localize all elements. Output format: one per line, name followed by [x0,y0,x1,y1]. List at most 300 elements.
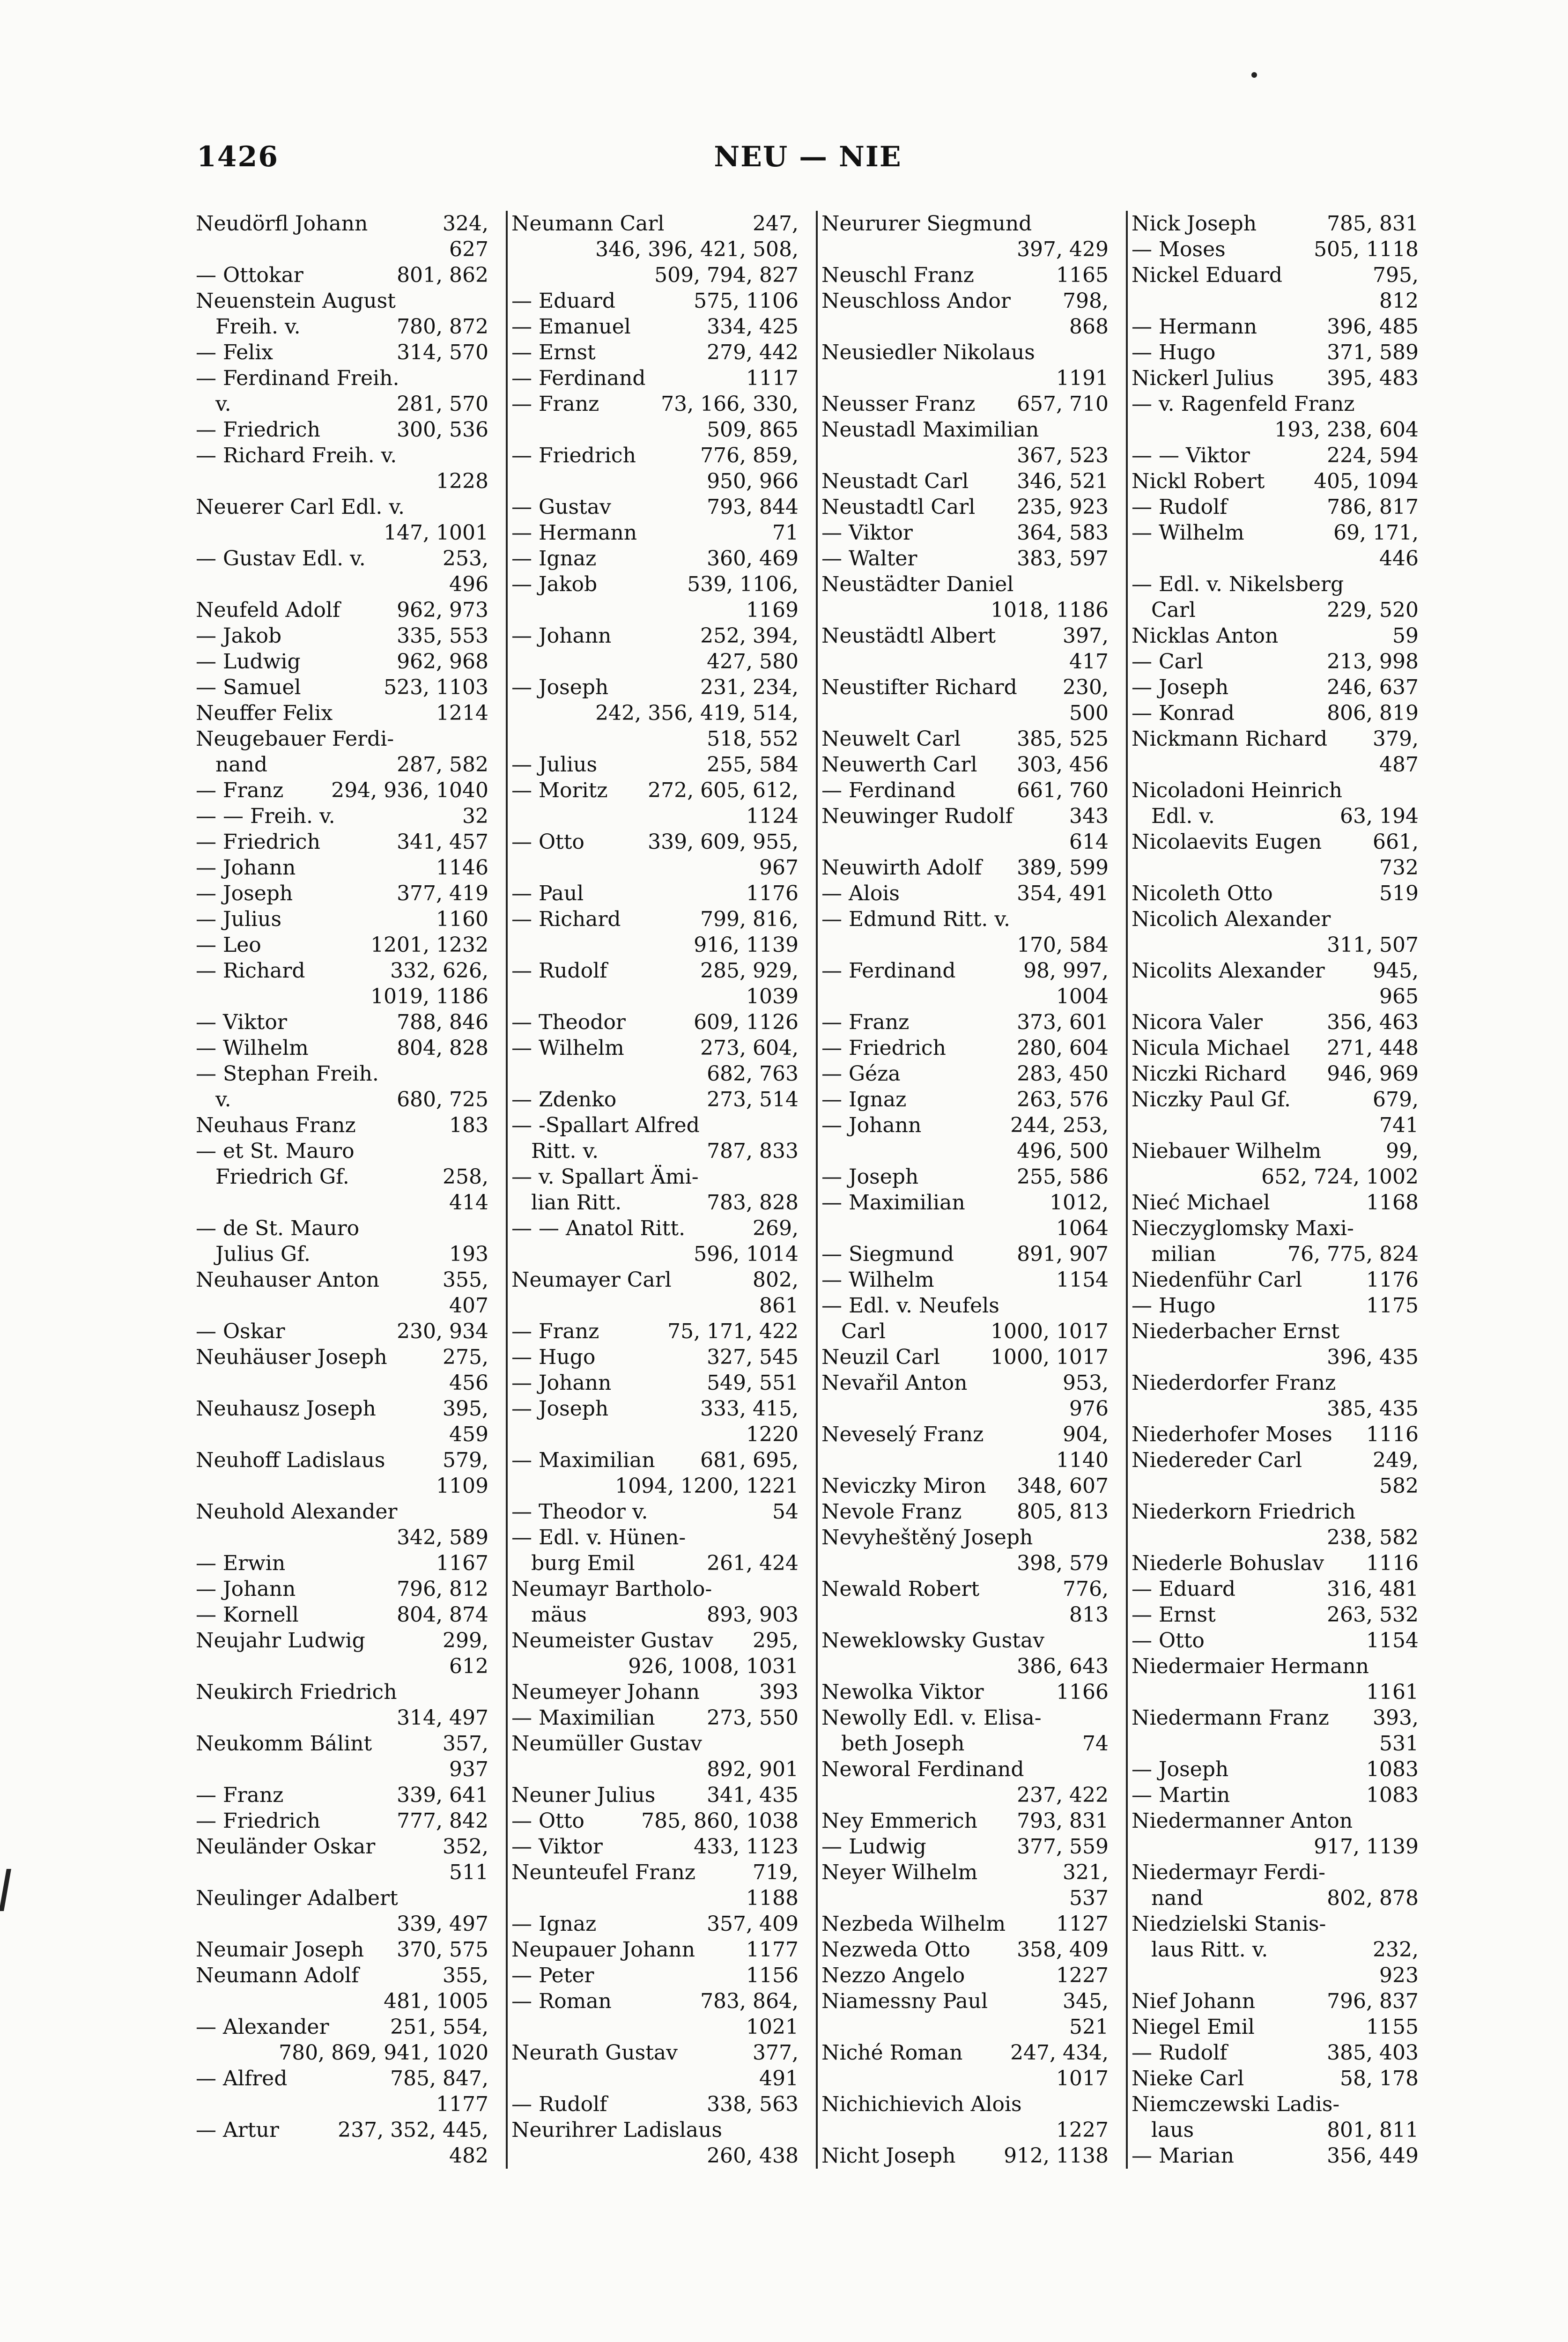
entry-page-refs [1369,1653,1419,1679]
entry-name: Nezbeda Wilhelm [821,1912,1006,1936]
index-column-2 [506,211,799,2169]
entry-name: nand [196,753,268,777]
index-entry-line [511,1267,799,1293]
index-entry-line [511,237,799,262]
index-column-1 [196,211,488,2169]
scan-dot-mark [1251,72,1257,78]
entry-page-refs: 263, 532 [1327,1603,1419,1627]
entry-page-refs: 582 [1379,1474,1419,1498]
entry-page-refs: 74 [1082,1732,1109,1756]
entry-page-refs: 1017 [1056,2067,1109,2090]
entry-page-refs: 314, 570 [397,341,488,364]
index-entry-line [196,520,488,546]
index-entry-line [1132,855,1419,881]
entry-name: Nevyheštěný Joseph [821,1526,1033,1549]
entry-name: — Otto [511,830,584,854]
entry-page-refs: 273, 514 [707,1088,799,1112]
entry-name: Neuhoff Ladislaus [196,1448,385,1472]
entry-name: — Franz [821,1010,910,1034]
entry-page-refs: 244, 253, [1010,1113,1109,1137]
index-entry-line [511,1628,799,1653]
entry-page-refs: 98, 997, [1023,959,1109,983]
entry-name: Niedenführ Carl [1132,1268,1302,1292]
entry-page-refs: 1146 [436,856,488,880]
entry-page-refs: 332, 626, [390,959,488,983]
index-entry-line [196,1061,488,1087]
index-entry-line [821,1473,1109,1499]
index-entry-line [821,984,1109,1009]
index-entry-line [511,1215,799,1241]
index-entry-line [821,1293,1109,1319]
entry-page-refs: 333, 415, [700,1397,799,1421]
index-entry-line [511,2014,799,2040]
index-entry-line [511,1834,799,1860]
entry-page-refs: 657, 710 [1017,392,1109,416]
entry-page-refs: 796, 812 [397,1577,488,1601]
index-entry-line [1132,1525,1419,1550]
entry-page-refs: 230, [1063,675,1109,699]
index-entry-line [821,468,1109,494]
entry-page-refs: 1117 [746,366,799,390]
entry-page-refs: 247, 434, [1010,2041,1109,2065]
entry-page-refs: 521 [1069,2015,1109,2039]
index-entry-line [1132,1241,1419,1267]
index-entry-line [1132,1190,1419,1215]
entry-page-refs: 405, 1094 [1314,469,1419,493]
entry-name: — Richard [196,959,305,983]
entry-page-refs: 389, 599 [1017,856,1109,880]
index-entry-line [1132,700,1419,726]
entry-page-refs: 147, 1001 [384,521,488,545]
entry-page-refs [398,1885,488,1911]
entry-name: Neuhauser Anton [196,1268,380,1292]
entry-name: Nichichievich Alois [821,2092,1022,2116]
entry-page-refs: 327, 545 [707,1345,799,1369]
entry-page-refs: 1175 [1366,1294,1419,1318]
index-entry-line [821,365,1109,391]
entry-name: Carl [1132,598,1196,622]
index-entry-line [821,2040,1109,2066]
index-entry-line [196,1293,488,1319]
entry-page-refs: 314, 497 [397,1706,488,1730]
index-entry-line [511,1525,799,1550]
entry-name: — Emanuel [511,315,631,339]
entry-page-refs: 379, [1373,727,1419,751]
entry-name: — Hermann [511,521,637,545]
entry-page-refs: 1127 [1056,1912,1109,1936]
entry-page-refs: 511 [449,1860,488,1884]
entry-name: Neukomm Bálint [196,1732,372,1756]
entry-page-refs: 732 [1379,856,1419,880]
index-entry-line [821,1937,1109,1963]
entry-page-refs: 75, 171, 422 [667,1319,799,1343]
entry-page-refs: 346, 521 [1017,469,1109,493]
entry-name: — Franz [196,778,284,802]
entry-name: — Moritz [511,778,608,802]
entry-name: Niché Roman [821,2041,963,2065]
index-entry-line [511,211,799,237]
index-entry-line [511,1344,799,1370]
index-entry-line [511,778,799,803]
entry-page-refs: 303, 456 [1017,753,1109,777]
index-entry-line [511,1190,799,1215]
index-entry-line [1132,2143,1419,2169]
entry-page-refs: 482 [449,2144,488,2168]
entry-page-refs: 962, 973 [397,598,488,622]
entry-page-refs: 414 [449,1191,488,1215]
entry-page-refs: 54 [772,1500,799,1524]
entry-name: Ney Emmerich [821,1809,978,1833]
entry-page-refs: 661, 760 [1017,778,1109,802]
entry-page-refs: 299, [443,1629,488,1653]
entry-page-refs: 793, 831 [1017,1809,1109,1833]
entry-page-refs: 377, 559 [1017,1835,1109,1859]
entry-page-refs: 1188 [746,1886,799,1910]
index-entry-line [1132,365,1419,391]
index-entry-line [196,881,488,906]
entry-page-refs: 71 [772,521,799,545]
entry-name: Nickel Eduard [1132,263,1283,287]
entry-page-refs [397,1679,488,1705]
entry-name: Neworal Ferdinand [821,1757,1024,1781]
entry-page-refs: 253, [443,547,488,571]
index-entry-line [511,752,799,778]
index-entry-line [511,1988,799,2014]
index-entry-line [821,2066,1109,2091]
entry-page-refs: 338, 563 [707,2092,799,2116]
entry-page-refs: 596, 1014 [694,1242,799,1266]
entry-name: Nieczyglomsky Maxi- [1132,1216,1354,1240]
index-entry-line [196,674,488,700]
entry-name: Newolka Viktor [821,1680,984,1704]
entry-name: Neuwirth Adolf [821,856,982,880]
entry-name: — Edmund Ritt. v. [821,907,1010,931]
entry-page-refs: 238, 582 [1327,1526,1419,1549]
entry-name: — — Viktor [1132,444,1250,467]
entry-name: — Edl. v. Hünen- [511,1526,686,1549]
entry-name: Freih. v. [196,315,301,339]
entry-page-refs: 609, 1126 [694,1010,799,1034]
entry-page-refs [399,365,488,391]
entry-name: — Oskar [196,1319,285,1343]
index-entry-line [511,1808,799,1834]
entry-page-refs: 1201, 1232 [370,933,488,957]
entry-page-refs: 802, [753,1268,799,1292]
index-entry-line [1132,1396,1419,1422]
index-entry-line [196,726,488,752]
entry-page-refs: 427, 580 [707,650,799,674]
entry-name: Neuwerth Carl [821,753,977,777]
index-entry-line [196,1834,488,1860]
entry-name: Neuhausz Joseph [196,1397,376,1421]
entry-name: — Ludwig [821,1835,926,1859]
index-entry-line [1132,1087,1419,1112]
entry-page-refs: 393, [1373,1706,1419,1730]
entry-page-refs [1033,1525,1109,1550]
entry-page-refs: 360, 469 [707,547,799,571]
entry-page-refs: 395, 483 [1327,366,1419,390]
entry-name: — Franz [196,1783,284,1807]
index-column-4 [1126,211,1419,2169]
index-entry-line [511,571,799,597]
index-entry-line [821,1009,1109,1035]
index-entry-line [1132,1293,1419,1319]
entry-name: Neunteufel Franz [511,1860,695,1884]
entry-name: — Ernst [1132,1603,1216,1627]
entry-page-refs: 258, [443,1165,488,1189]
index-entry-line [511,1319,799,1344]
index-entry-line [1132,1550,1419,1576]
entry-page-refs: 575, 1106 [694,289,799,313]
entry-name: Niegel Emil [1132,2015,1255,2039]
index-entry-line [821,855,1109,881]
index-entry-line [1132,571,1419,597]
entry-page-refs: 339, 609, 955, [648,830,799,854]
entry-page-refs: 354, 491 [1017,882,1109,905]
index-entry-line [511,597,799,623]
entry-page-refs: 1004 [1056,985,1109,1008]
entry-page-refs: 58, 178 [1340,2067,1419,2090]
index-entry-line [821,1138,1109,1164]
entry-page-refs: 232, [1373,1938,1419,1962]
index-entry-line [196,571,488,597]
entry-name: — Julius [196,907,282,931]
entry-name: Nief Johann [1132,1989,1256,2013]
entry-page-refs: 285, 929, [700,959,799,983]
entry-page-refs: 273, 550 [707,1706,799,1730]
entry-name: — Friedrich [196,830,320,854]
entry-name: — Viktor [511,1835,603,1859]
entry-page-refs [1042,1705,1109,1731]
index-entry-line [511,1499,799,1525]
entry-name: Nicoladoni Heinrich [1132,778,1342,802]
entry-page-refs: 1116 [1366,1551,1419,1575]
entry-name: — Edl. v. Neufels [821,1294,999,1318]
entry-page-refs: 348, 607 [1017,1474,1109,1498]
index-entry-line [821,1705,1109,1731]
index-entry-line [511,2066,799,2091]
index-entry-line [821,1319,1109,1344]
entry-page-refs: 926, 1008, 1031 [628,1654,799,1678]
entry-page-refs: 806, 819 [1327,701,1419,725]
entry-page-refs: 519 [1379,882,1419,905]
index-entry-line [821,1396,1109,1422]
entry-name: Neviczky Miron [821,1474,986,1498]
entry-page-refs: 788, 846 [397,1010,488,1034]
entry-page-refs: 76, 775, 824 [1287,1242,1419,1266]
entry-name: — Eduard [511,289,616,313]
entry-name: — et St. Mauro [196,1139,355,1163]
index-entry-line [1132,1473,1419,1499]
entry-page-refs: 1018, 1186 [991,598,1109,622]
index-entry-line [821,1885,1109,1911]
entry-page-refs: 300, 536 [397,418,488,442]
index-entry-line [196,314,488,340]
entry-page-refs: 487 [1379,753,1419,777]
index-entry-line [1132,1035,1419,1061]
entry-page-refs: 787, 833 [707,1139,799,1163]
entry-page-refs [1336,1370,1419,1396]
entry-page-refs: 1166 [1056,1680,1109,1704]
index-entry-line [1132,1808,1419,1834]
index-entry-line [196,1860,488,1885]
entry-page-refs: 614 [1069,830,1109,854]
entry-page-refs: 385, 403 [1327,2041,1419,2065]
index-entry-line [1132,1885,1419,1911]
entry-name: Niedereder Carl [1132,1448,1302,1472]
index-entry-line [821,1087,1109,1112]
index-entry-line [511,2091,799,2117]
index-entry-line [1132,1731,1419,1756]
entry-page-refs: 364, 583 [1017,521,1109,545]
index-entry-line [821,1344,1109,1370]
entry-name: — Carl [1132,650,1203,674]
entry-name: — Wilhelm [511,1036,624,1060]
entry-page-refs: 59 [1392,624,1419,648]
entry-name: Neuzil Carl [821,1345,940,1369]
entry-page-refs [1039,417,1109,443]
entry-page-refs: 1191 [1056,366,1109,390]
index-entry-line [1132,2091,1419,2117]
entry-name: — Moses [1132,237,1226,261]
entry-name: beth Joseph [821,1732,965,1756]
entry-page-refs: 780, 869, 941, 1020 [279,2041,488,2065]
entry-name: Neumair Joseph [196,1938,364,1962]
index-entry-line [196,340,488,365]
index-entry-line [1132,1138,1419,1164]
entry-name: Neuschloss Andor [821,289,1011,313]
entry-page-refs: 251, 554, [390,2015,488,2039]
entry-page-refs: 260, 438 [707,2144,799,2168]
entry-name: — Otto [1132,1629,1205,1653]
entry-page-refs: 491 [759,2067,799,2090]
entry-name: — Otto [511,1809,584,1833]
index-entry-line [821,1808,1109,1834]
index-entry-line [196,1422,488,1447]
entry-page-refs: 1155 [1366,2015,1419,2039]
index-entry-line [821,881,1109,906]
entry-name: — Rudolf [511,959,607,983]
entry-page-refs: 459 [449,1423,488,1446]
index-entry-line [511,1550,799,1576]
index-entry-line [196,1447,488,1473]
entry-page-refs: 923 [1379,1964,1419,1987]
entry-page-refs: 1124 [746,804,799,828]
entry-page-refs: 345, [1063,1989,1109,2013]
index-entry-line [1132,1576,1419,1602]
entry-page-refs: 272, 605, 612, [648,778,799,802]
index-entry-line [821,262,1109,288]
index-entry-line [511,623,799,649]
entry-name: — Ottokar [196,263,303,287]
index-entry-line [821,1731,1109,1756]
index-entry-line [196,262,488,288]
index-entry-line [1132,1447,1419,1473]
index-entry-line [821,1756,1109,1782]
index-entry-line [196,1473,488,1499]
entry-name: Nicoleth Otto [1132,882,1273,905]
index-entry-line [1132,1215,1419,1241]
index-entry-line [511,958,799,984]
index-entry-line [511,2117,799,2143]
entry-page-refs: 976 [1069,1397,1109,1421]
index-entry-line [196,1988,488,2014]
entry-page-refs: 261, 424 [707,1551,799,1575]
index-entry-line [821,1215,1109,1241]
entry-page-refs: 367, 523 [1017,444,1109,467]
entry-name: Edl. v. [1132,804,1215,828]
index-entry-line [1132,288,1419,314]
entry-name: lian Ritt. [511,1191,622,1215]
index-entry-line [1132,417,1419,443]
index-entry-line [196,1653,488,1679]
index-entry-line [196,1911,488,1937]
entry-page-refs [722,2117,799,2143]
index-entry-line [1132,932,1419,958]
index-entry-line [511,1035,799,1061]
index-entry-line [821,1525,1109,1550]
entry-page-refs: 255, 584 [707,753,799,777]
entry-name: — Wilhelm [196,1036,309,1060]
index-entry-line [511,1756,799,1782]
entry-page-refs: 69, 171, [1333,521,1419,545]
index-entry-line [511,391,799,417]
entry-name: — Johann [821,1113,922,1137]
index-entry-line [196,494,488,520]
entry-page-refs: 311, 507 [1327,933,1419,957]
entry-page-refs: 73, 166, 330, [661,392,799,416]
entry-page-refs: 321, [1063,1860,1109,1884]
index-entry-line [196,1679,488,1705]
entry-name: Neustadtl Carl [821,495,976,519]
index-entry-line [511,1138,799,1164]
entry-name: — Theodor [511,1010,626,1034]
entry-page-refs: 1168 [1366,1191,1419,1215]
index-entry-line [511,1396,799,1422]
index-entry-line [511,932,799,958]
entry-page-refs: 370, 575 [397,1938,488,1962]
index-entry-line [821,597,1109,623]
index-entry-line [196,597,488,623]
entry-page-refs: 804, 828 [397,1036,488,1060]
entry-page-refs: 904, [1063,1423,1109,1446]
entry-page-refs [405,494,488,520]
index-entry-line [821,2091,1109,2117]
entry-page-refs: 937 [449,1757,488,1781]
entry-name: Niebauer Wilhelm [1132,1139,1322,1163]
entry-name: — Franz [511,1319,599,1343]
entry-name: — Paul [511,882,584,905]
entry-name: Neustädter Daniel [821,572,1014,596]
index-entry-line [196,1602,488,1628]
entry-name: — -Spallart Alfred [511,1113,700,1137]
entry-page-refs: 385, 435 [1327,1397,1419,1421]
index-entry-line [1132,340,1419,365]
entry-page-refs: 334, 425 [707,315,799,339]
entry-page-refs: 509, 865 [707,418,799,442]
entry-page-refs: 224, 594 [1327,444,1419,467]
entry-name: Newolly Edl. v. Elisa- [821,1706,1042,1730]
entry-name: — Johann [196,1577,296,1601]
entry-name: — Ferdinand Freih. [196,366,399,390]
entry-name: Neumayr Bartholo- [511,1577,712,1601]
index-entry-line [196,237,488,262]
index-entry-line [821,906,1109,932]
index-entry-line [511,1860,799,1885]
entry-page-refs: 1160 [436,907,488,931]
index-entry-line [821,1653,1109,1679]
entry-page-refs: 861 [759,1294,799,1318]
